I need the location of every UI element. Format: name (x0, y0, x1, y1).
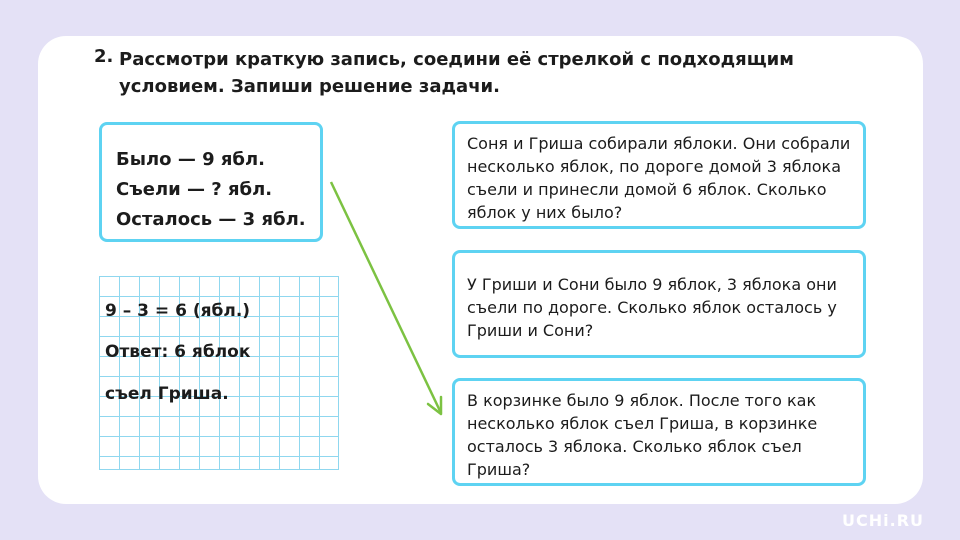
task-instruction: Рассмотри краткую запись, соедини её стрелкой с подходящим условием. Запиши решение задачи. (119, 49, 794, 97)
solution-equation: 9 – 3 = 6 (ябл.) (105, 301, 251, 321)
arrow-line (331, 182, 441, 413)
condition-box-3[interactable]: В корзинке было 9 яблок. После того как несколько яблок съел Гриша, в корзинке осталось 3 яблока. Сколько яблок съел Гриша? (452, 378, 866, 486)
summary-line-ate: Съели — ? ябл. (116, 179, 273, 200)
summary-line-left: Осталось — 3 ябл. (116, 209, 306, 230)
uchi-ru-logo: UCHi.RU (842, 511, 924, 530)
summary-line-had: Было — 9 ябл. (116, 149, 266, 170)
answer-line-1: Ответ: 6 яблок (105, 342, 251, 362)
condition-box-1[interactable]: Соня и Гриша собирали яблоки. Они собрали несколько яблок, по дороге домой 3 яблока съели и принесли домой 6 яблок. Сколько яблок у них было? (452, 121, 866, 229)
answer-line-2: съел Гриша. (105, 384, 229, 404)
condition-box-2[interactable]: У Гриши и Сони было 9 яблок, 3 яблока они съели по дороге. Сколько яблок осталось у Гриши и Сони? (452, 250, 866, 358)
task-number: 2. (94, 46, 114, 67)
